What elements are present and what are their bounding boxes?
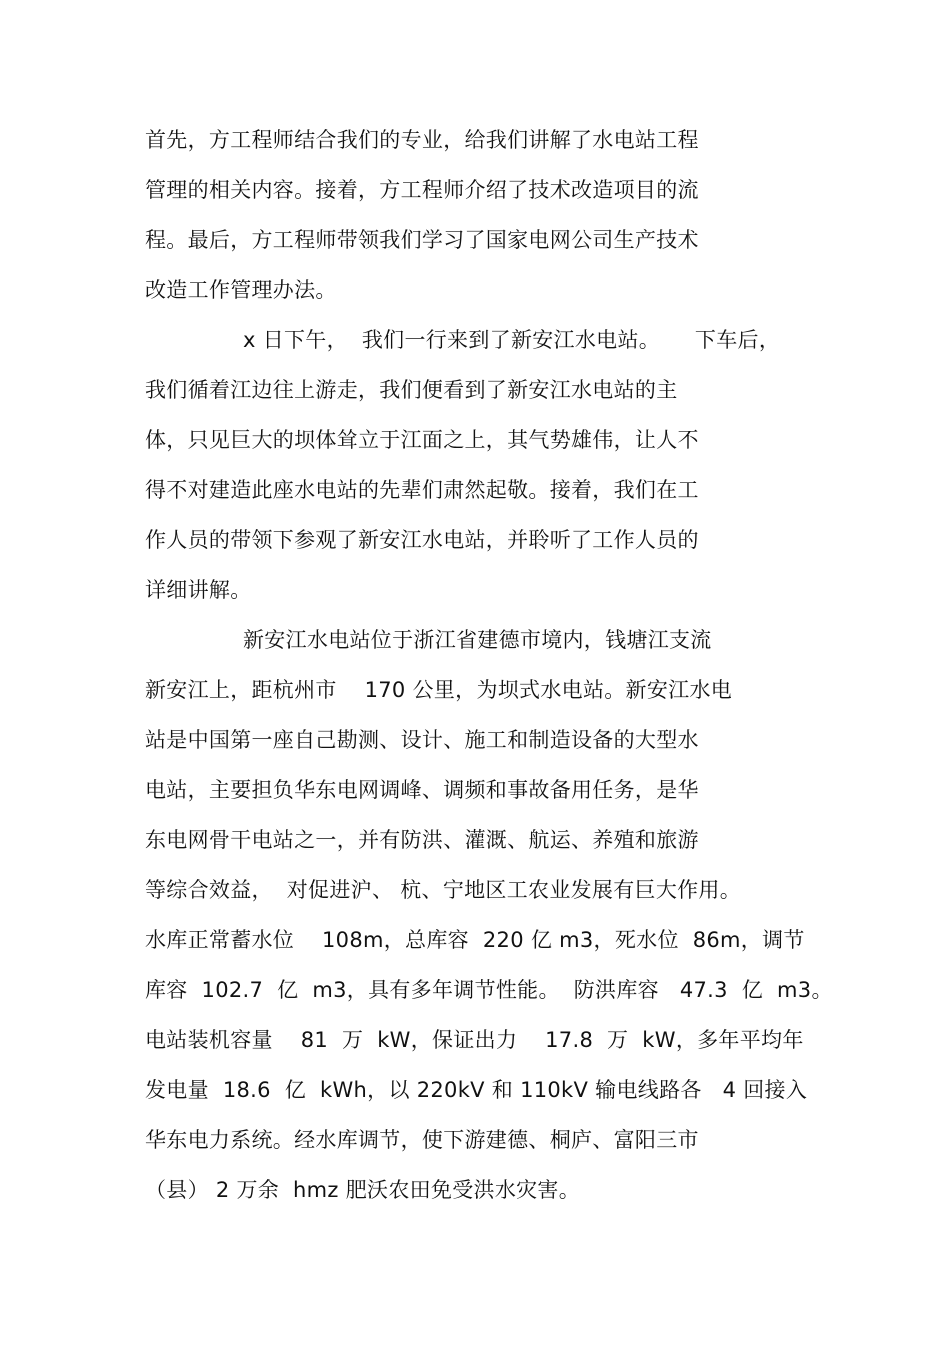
paragraph-3-line-4: 电站，主要担负华东电网调峰、调频和事故备用任务，是华 — [145, 778, 699, 802]
paragraph-3-line-10: 发电量 18.6 亿 kWh，以 220kV 和 110kV 输电线路各 4 回接入 — [145, 1078, 808, 1102]
paragraph-2-line-4: 得不对建造此座水电站的先辈们肃然起敬。接着，我们在工 — [145, 478, 699, 502]
paragraph-1-line-2: 管理的相关内容。接着，方工程师介绍了技术改造项目的流 — [145, 178, 699, 202]
paragraph-3-line-3: 站是中国第一座自己勘测、设计、施工和制造设备的大型水 — [145, 728, 699, 752]
paragraph-2-line-1: x 日下午， 我们一行来到了新安江水电站。 下车后， — [243, 328, 781, 352]
paragraph-3-line-12: （县） 2 万余 hmz 肥沃农田免受洪水灾害。 — [145, 1178, 581, 1202]
paragraph-2-line-2: 我们循着江边往上游走，我们便看到了新安江水电站的主 — [145, 378, 678, 402]
paragraph-3-line-7: 水库正常蓄水位 108m，总库容 220 亿 m3，死水位 86m，调节 — [145, 928, 805, 952]
paragraph-1-line-3: 程。最后，方工程师带领我们学习了国家电网公司生产技术 — [145, 228, 699, 252]
paragraph-2-line-3: 体，只见巨大的坝体耸立于江面之上，其气势雄伟，让人不 — [145, 428, 699, 452]
paragraph-3-line-9: 电站装机容量 81 万 kW，保证出力 17.8 万 kW，多年平均年 — [145, 1028, 804, 1052]
paragraph-2-line-6: 详细讲解。 — [145, 578, 252, 602]
paragraph-1-line-4: 改造工作管理办法。 — [145, 278, 337, 302]
paragraph-3-line-5: 东电网骨干电站之一，并有防洪、灌溉、航运、养殖和旅游 — [145, 828, 699, 852]
paragraph-3-line-2: 新安江上，距杭州市 170 公里，为坝式水电站。新安江水电 — [145, 678, 733, 702]
paragraph-3-line-8: 库容 102.7 亿 m3，具有多年调节性能。 防洪库容 47.3 亿 m3。 — [145, 978, 833, 1002]
paragraph-1-line-1: 首先，方工程师结合我们的专业，给我们讲解了水电站工程 — [145, 128, 699, 152]
paragraph-2-line-5: 作人员的带领下参观了新安江水电站，并聆听了工作人员的 — [145, 528, 699, 552]
paragraph-3-line-1: 新安江水电站位于浙江省建德市境内，钱塘江支流 — [243, 628, 712, 652]
paragraph-3-line-11: 华东电力系统。经水库调节，使下游建德、桐庐、富阳三市 — [145, 1128, 699, 1152]
paragraph-3-line-6: 等综合效益， 对促进沪、 杭、宁地区工农业发展有巨大作用。 — [145, 878, 742, 902]
